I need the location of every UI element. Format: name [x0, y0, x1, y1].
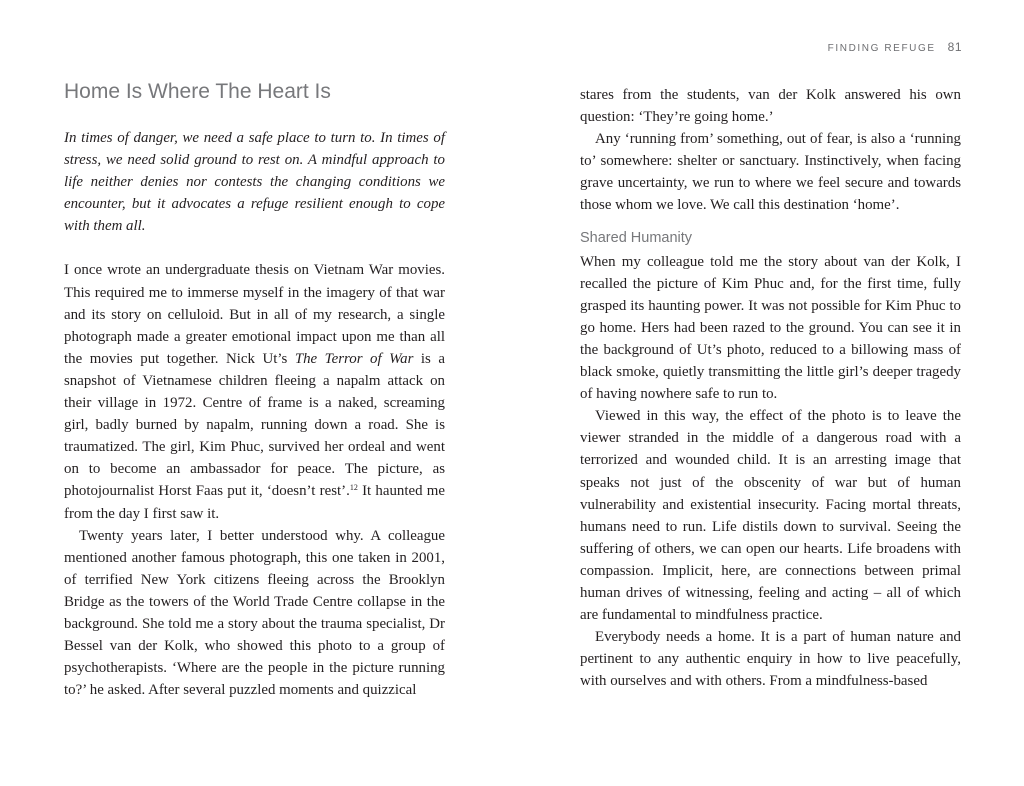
body-paragraph: Twenty years later, I better understood why. A colleague mentioned another famous photograph, this one taken in 2001, of terrified New York citizens fleeing across the Brooklyn Bridge as the towers of the World Trade Centre collapse in the background. She told me a story about the trauma specialist, Dr Bessel van der Kolk, who showed this photo to a group of psychotherapists. ‘Where are the people in the picture running to?’ he asked. After several puzzled moments and quizzical: [64, 527, 445, 699]
running-head: [828, 40, 962, 54]
chapter-title: Home Is Where The Heart Is: [64, 80, 331, 103]
paragraph-text: I once wrote an undergraduate thesis on Vietnam War movies. This required me to immerse myself in the imagery of that war and its story on celluloid. But in all of my research, a single photograph made a greater emotional impact upon me than all the movies put together. Nick Ut’s: [64, 262, 445, 367]
footnote-marker: 12: [349, 483, 358, 493]
photo-title: The Terror of War: [294, 350, 414, 367]
left-page-column: [64, 80, 445, 701]
body-paragraph: stares from the students, van der Kolk answered his own question: ‘They’re going home.’: [580, 87, 961, 126]
section-heading: Shared Humanity: [580, 229, 693, 246]
body-paragraph: Any ‘running from’ something, out of fear, is also a ‘running to’ somewhere: shelter or sanctuary. Instinctively, when facing grave uncertainty, we run to where we feel secure and towards those whom we love. We call this destination ‘home’.: [580, 131, 961, 214]
epigraph: In times of danger, we need a safe place to turn to. In times of stress, we need solid ground to rest on. A mindful approach to life neither denies nor contests the changing conditions we encounter, but it advocates a refuge resilient enough to cope with them all.: [64, 130, 445, 235]
body-paragraph: Everybody needs a home. It is a part of human nature and pertinent to any authentic enquiry in how to live peacefully, with ourselves and with others. From a mindfulness-based: [580, 629, 961, 690]
page-number: 81: [947, 40, 962, 54]
paragraph-text: is a snapshot of Vietnamese children fleeing a napalm attack on their village in 1972. Centre of frame is a naked, screaming girl, badly burned by napalm, running down a road. She is traumatized. The girl, Kim Phuc, survived her ordeal and went on to become an ambassador for peace. The picture, as photojournalist Horst Faas put it, ‘doesn’t rest’.: [64, 350, 445, 500]
body-paragraph: Viewed in this way, the effect of the photo is to leave the viewer stranded in the middle of a dangerous road with a terrorized and wounded child. It is an arresting image that speaks not just of the obscenity of war but of human vulnerability and existential insecurity. Facing mortal threats, humans need to run. Life distils down to survival. Seeing the suffering of others, we can open our hearts. Life broadens with compassion. Implicit, here, are connections between primal human drives of witnessing, feeling and acting – all of which are fundamental to mindfulness practice.: [580, 408, 961, 624]
paragraph-text: It haunted me from the day I first saw it.: [64, 483, 445, 522]
body-paragraph: [64, 259, 445, 524]
running-head-title: FINDING REFUGE: [827, 43, 936, 54]
right-page-column: [580, 84, 961, 692]
body-paragraph: When my colleague told me the story about van der Kolk, I recalled the picture of Kim Phuc and, for the first time, fully grasped its haunting power. It was not possible for Kim Phuc to go home. Hers had been razed to the ground. You can see it in the background of Ut’s photo, reduced to a billowing mass of black smoke, quietly transmitting the little girl’s deeper tragedy of having nowhere safe to run to.: [580, 253, 961, 403]
